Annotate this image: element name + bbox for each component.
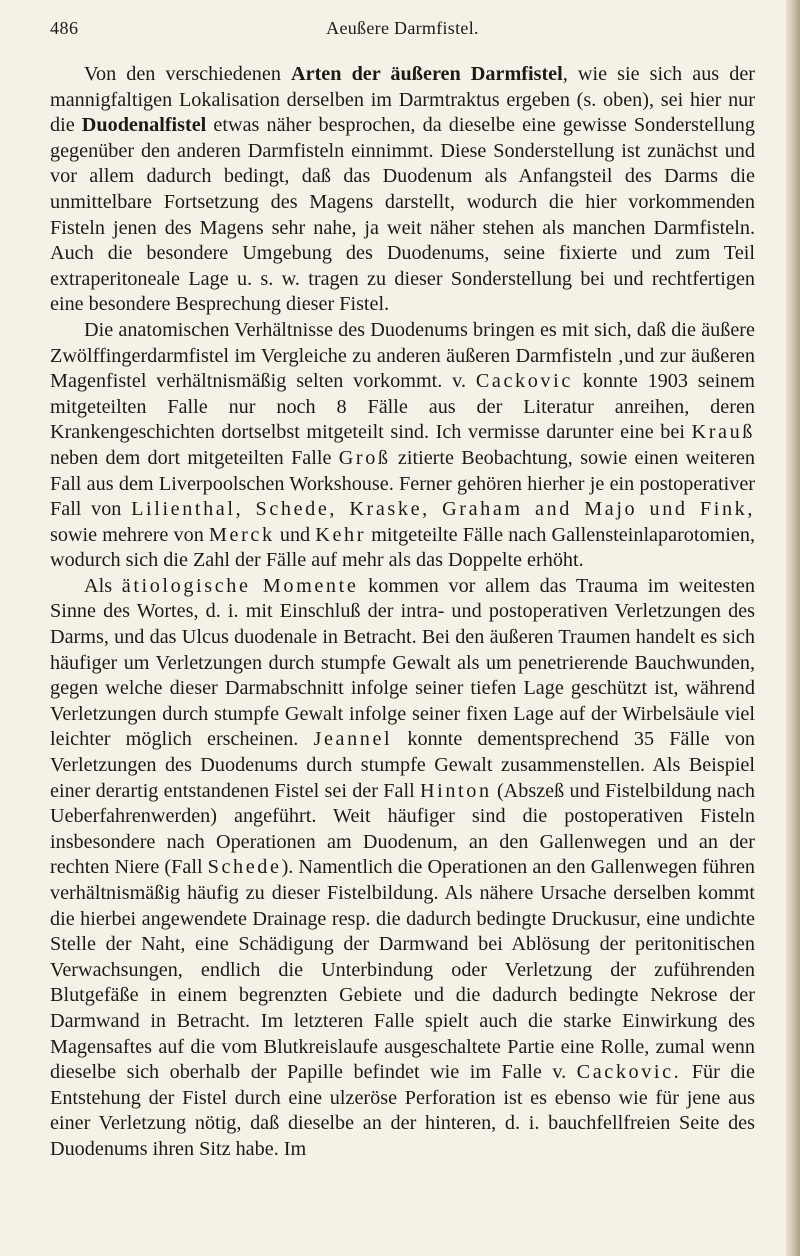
page-number: 486 [50, 18, 79, 38]
author-name: Krauß [691, 421, 755, 444]
page-edge [786, 0, 800, 1256]
body-text [50, 62, 755, 1163]
author-name: Merck [209, 523, 275, 546]
author-name: Hinton [419, 779, 492, 802]
emphasis-spaced: ätiologische Momente [121, 574, 359, 597]
author-name: Cackovic. [576, 1061, 682, 1084]
running-head: Aeußere Darmfistel. [326, 18, 479, 38]
paragraph-anatomy: Die anatomischen Verhältnisse des Duodenums bringen es mit sich, daß die äußere Zwölffingerdarmfistel im Vergleiche zu anderen äußeren Darmfisteln ‚und zur äußeren Magenfistel verhältnismäßig selten vorkommt. v. Cackovic konnte 1903 seinem mitgeteilten Falle nur noch 8 Fälle aus der Literatur anreihen, deren Krankengeschichten dortselbst mitgeteilt sind. Ich vermisse darunter eine bei Krauß neben dem dort mitgeteilten Falle Groß zitierte Beobachtung, sowie einen weiteren Fall aus dem Liverpoolschen Workshouse. Ferner gehören hierher je ein postoperativer Fall von Lilienthal, Schede, Kraske, Graham and Majo und Fink, sowie mehrere von Merck und Kehr mitgeteilte Fälle nach Gallensteinlaparotomien, wodurch sich die Zahl der Fälle auf mehr als das Doppelte erhöht. [50, 318, 756, 572]
author-name: Cackovic [475, 370, 573, 393]
paragraph-etiology: Als ätiologische Momente kommen vor allem das Trauma im weitesten Sinne des Wortes, d. i. mit Einschluß der intra- und postoperativen Verletzungen des Darms, und das Ulcus duodenale in Betracht. Bei den äußeren Traumen handelt es sich häufiger um Verletzungen durch stumpfe Gewalt als um penetrierende Bauchwunden, gegen welche dieser Darmabschnitt infolge seiner tiefen Lage geschützt ist, während Verletzungen durch stumpfe Gewalt infolge seiner fixen Lage auf der Wirbelsäule viel leichter möglich erscheinen. Jeannel konnte dementsprechend 35 Fälle von Verletzungen des Duodenums durch stumpfe Gewalt zusammenstellen. Als Beispiel einer derartig entstandenen Fistel sei der Fall Hinton (Abszeß und Fistelbildung nach Ueberfahrenwerden) angeführt. Weit häufiger sind die postoperativen Fisteln insbesondere nach Operationen am Duodenum, an den Gallenwegen und an der rechten Niere (Fall Schede). Namentlich die Operationen an den Gallenwegen führen verhältnismäßig häufig zu dieser Fistelbildung. Als nähere Ursache derselben kommt die hierbei angewendete Drainage resp. die dadurch bedingte Druckusur, eine undichte Stelle der Naht, eine Schädigung der Darmwand bei Ablösung der peritonitischen Verwachsungen, endlich die Unterbindung oder Verletzung der zuführenden Blutgefäße in einem begrenzten Gebiete und die dadurch bedingte Nekrose der Darmwand in Betracht. Im letzteren Falle spielt auch die starke Einwirkung des Magensaftes auf die vom Blutkreislaufe ausgeschaltete Partie eine Rolle, zumal wenn dieselbe sich oberhalb der Papille befindet wie im Falle v. Cackovic. Für die Entstehung der Fistel durch eine ulzeröse Perforation ist es ebenso wie für jene aus einer Verletzung nötig, daß dieselbe an der hinteren, d. i. bauchfellfreien Seite des Duodenums ihren Sitz habe. Im [50, 574, 756, 1160]
author-name: Jeannel [313, 728, 393, 751]
page-header [50, 18, 755, 48]
paragraph-duodenalfistel-intro: Von den verschiedenen Arten der äußeren Darmfistel, wie sie sich aus der mannigfaltigen Lokalisation derselben im Darmtraktus ergeben (s. oben), sei hier nur die Duodenalfistel etwas näher besprochen, da dieselbe eine gewisse Sonderstellung gegenüber den anderen Darmfisteln einnimmt. Diese Sonderstellung ist zunächst und vor allem dadurch bedingt, daß das Duodenum als Anfangsteil des Darms die unmittelbare Fortsetzung des Magens darstellt, wodurch die hier vorkommenden Fisteln jenen des Magens sehr nahe, ja weit näher stehen als manchen Darmfisteln. Auch die besondere Umgebung des Duodenums, seine fixierte und zum Teil extraperitoneale Lage u. s. w. tragen zu dieser Sonderstellung bei und rechtfertigen eine besondere Besprechung dieser Fistel. [50, 63, 756, 316]
author-name: Groß [338, 446, 391, 469]
author-name: Schede [207, 856, 282, 879]
author-name: Lilienthal, Schede, Kraske, Graham and Majo und Fink, [131, 498, 755, 521]
emphasis-term: Duodenalfistel [81, 114, 207, 137]
author-name: Kehr [315, 523, 367, 546]
emphasis-term: Arten der äußeren Darmfistel [291, 63, 563, 85]
